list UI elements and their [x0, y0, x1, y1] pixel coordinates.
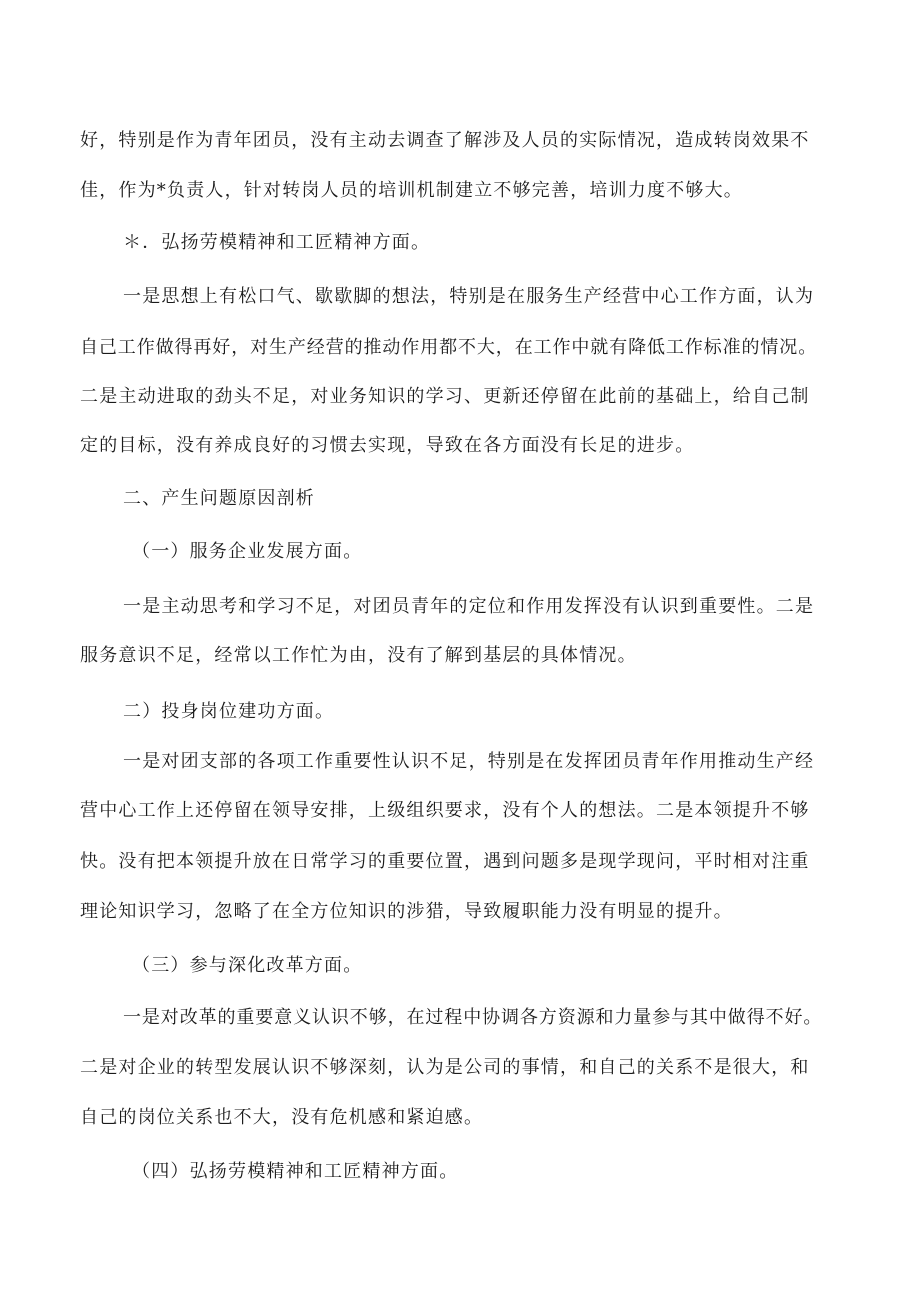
section-heading: 二、产生问题原因剖析 [123, 488, 315, 509]
text-line: 一是对团支部的各项工作重要性认识不足，特别是在发挥团员青年作用推动生产经 [123, 751, 815, 772]
text-line: 一是主动思考和学习不足，对团员青年的定位和作用发挥没有认识到重要性。二是 [123, 596, 815, 617]
subsection-heading: （四）弘扬劳模精神和工匠精神方面。 [132, 1161, 459, 1182]
subsection-heading: （三）参与深化改革方面。 [132, 955, 363, 976]
subsection-heading: （一）服务企业发展方面。 [132, 541, 363, 562]
text-line: 二是主动进取的劲头不足，对业务知识的学习、更新还停留在此前的基础上，给自己制 [80, 386, 810, 407]
text-line: 二是对企业的转型发展认识不够深刻，认为是公司的事情，和自己的关系不是很大，和 [80, 1057, 810, 1078]
text-line: 快。没有把本领提升放在日常学习的重要位置，遇到问题多是现学现问，平时相对注重 [80, 851, 810, 872]
text-line: 佳，作为*负责人，针对转岗人员的培训机制建立不够完善，培训力度不够大。 [80, 180, 743, 201]
text-line: 一是对改革的重要意义认识不够，在过程中协调各方资源和力量参与其中做得不好。 [123, 1007, 823, 1028]
subsection-heading: 二）投身岗位建功方面。 [123, 701, 335, 722]
text-line: 定的目标，没有养成良好的习惯去实现，导致在各方面没有长足的进步。 [80, 435, 695, 456]
text-line: 好，特别是作为青年团员，没有主动去调查了解涉及人员的实际情况，造成转岗效果不 [80, 130, 810, 151]
text-line: 一是思想上有松口气、歇歇脚的想法，特别是在服务生产经营中心工作方面，认为 [123, 286, 815, 307]
text-line: 服务意识不足，经常以工作忙为由，没有了解到基层的具体情况。 [80, 645, 637, 666]
text-line: 自己工作做得再好，对生产经营的推动作用都不大，在工作中就有降低工作标准的情况。 [80, 337, 818, 358]
text-line: 理论知识学习，忽略了在全方位知识的涉猎，导致履职能力没有明显的提升。 [80, 901, 733, 922]
section-heading: ＊．弘扬劳模精神和工匠精神方面。 [123, 232, 431, 253]
text-line: 自己的岗位关系也不大，没有危机感和紧迫感。 [80, 1107, 484, 1128]
text-line: 营中心工作上还停留在领导安排，上级组织要求，没有个人的想法。二是本领提升不够 [80, 800, 810, 821]
